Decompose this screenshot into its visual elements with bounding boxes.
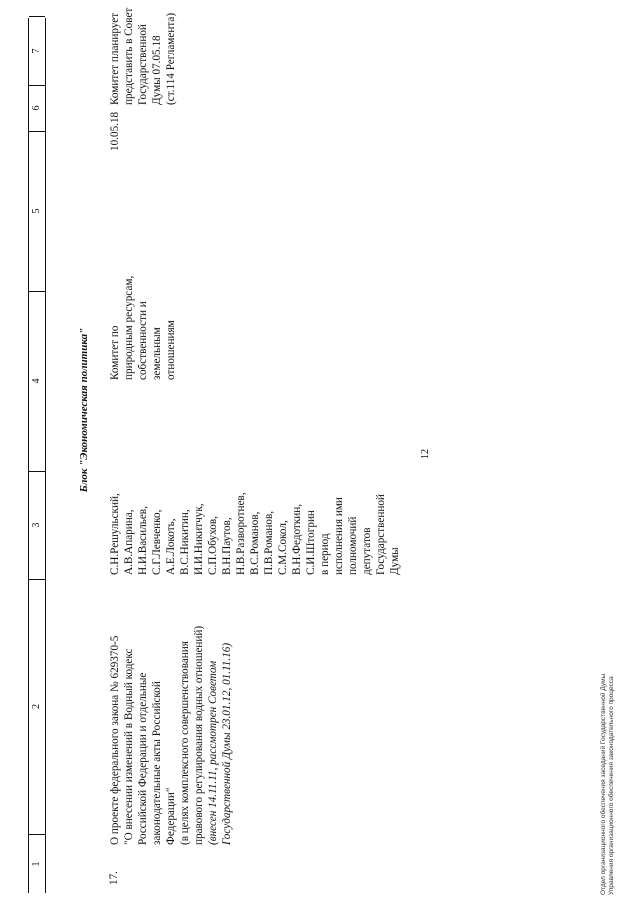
page-footer [600,674,616,895]
author-line: П.В.Романов, [263,510,275,575]
committee-plan [108,8,178,105]
footer-line: Отдел организационного обеспечения заседаний Государственной Думы [600,673,607,895]
bill-title-line: правового регулирования водных отношений) [193,625,205,845]
author-line: В.Н.Паутов, [221,517,233,575]
author-line: С.И.Штогрин [305,510,317,575]
footer-line: Управления организационного обеспечения законодательного процесса [608,676,615,895]
author-line: Государственной [375,494,387,575]
review-date: 10.05.18 [109,111,121,151]
author-line: И.И.Никитчук, [193,503,205,575]
bill-title-line: "О внесении изменений в Водный кодекс [123,648,135,845]
column-header-5: 5 [29,131,45,292]
bill-title-line: Федерации" [165,787,177,845]
committee-line: Комитет по [109,325,121,380]
author-line: Думы [389,547,401,575]
bill-title [108,626,234,845]
plan-line: (ст.114 Регламента) [165,12,177,105]
column-header-7: 7 [29,16,45,86]
committee-line: земельным [151,327,163,380]
bill-note-line: (внесен 14.11.11, рассмотрен Советом [207,660,219,845]
author-line: В.С.Никитин, [179,509,191,575]
plan-line: Государственной [137,24,149,105]
committee-line: собственности и [137,301,149,380]
column-header-2: 2 [29,579,45,835]
author-line: А.Е.Локоть, [165,518,177,575]
column-header-1: 1 [31,861,42,867]
author-line: Н.В.Разворотнев, [235,492,247,575]
author-line: С.М.Сокол, [277,520,289,575]
author-line: исполнения ими [333,497,345,575]
bill-note-line: Государственной Думы 23.01.12, 01.11.16) [221,642,233,845]
committee-line: природным ресурсам, [123,275,135,380]
author-line: С.Н.Решульский, [109,493,121,575]
column-header-3: 3 [29,471,45,580]
author-line: депутатов [361,527,373,575]
plan-line: Думы 07.05.18 [151,35,163,105]
responsible-committee [108,276,178,380]
page-number: 12 [420,449,431,459]
bill-title-line: законодательные акты Российской [151,681,163,845]
row-number: 17. [108,871,120,885]
author-line: полномочий [347,516,359,575]
column-header-6: 6 [29,85,45,132]
author-line: в период [319,533,331,575]
committee-line: отношениям [165,320,177,380]
author-line: С.П.Обухов, [207,516,219,575]
bill-title-line: Российской Федерации и отдельные [137,672,149,845]
author-line: Н.И.Васильев, [137,506,149,575]
column-header-row [28,18,46,893]
authors-list [108,492,402,575]
author-line: В.Н.Федоткин, [291,503,303,575]
plan-line: Комитет планирует [109,12,121,105]
plan-line: представить в Совет [123,7,135,105]
block-title: Блок "Экономическая политика" [78,327,90,493]
author-line: С.Г.Левченко, [151,509,163,575]
bill-title-line: (в целях комплексного совершенствования [179,641,191,845]
bill-title-line: О проекте федерального закона № 629370-5 [109,635,121,845]
column-header-4: 4 [29,291,45,472]
author-line: В.С.Романов, [249,511,261,575]
author-line: А.В.Апарина, [123,509,135,575]
